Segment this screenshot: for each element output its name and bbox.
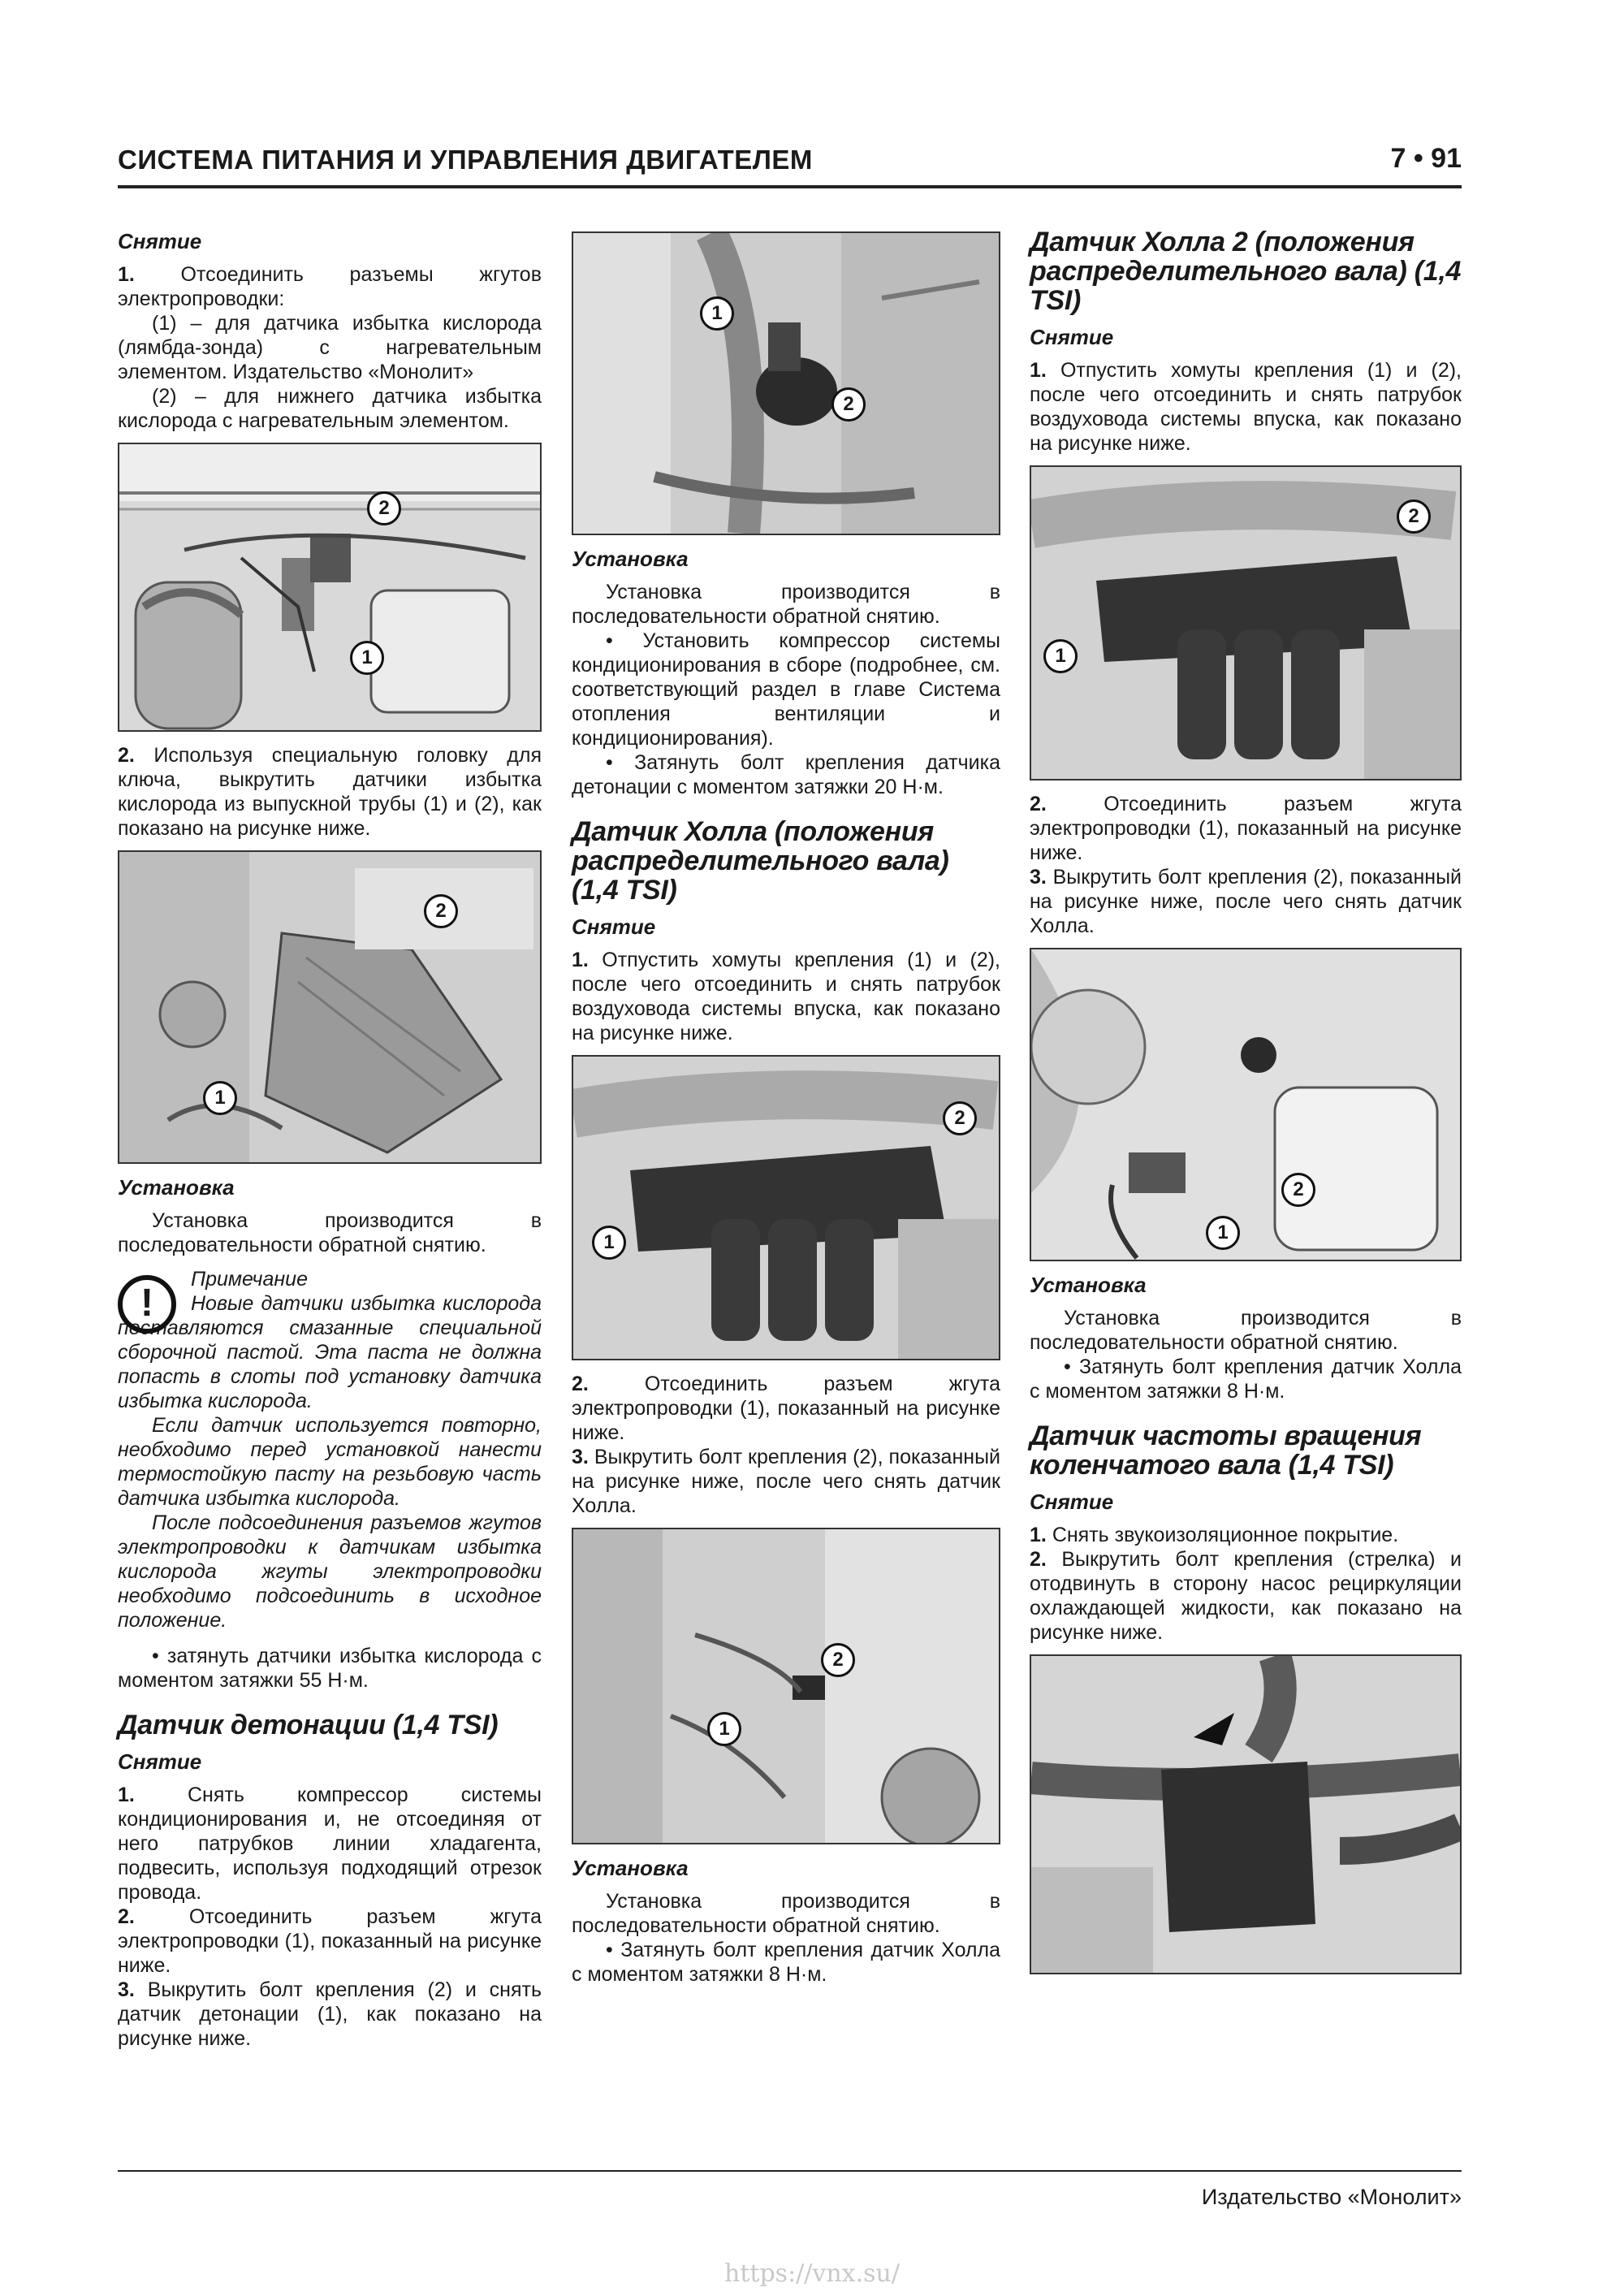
hall-sensor-photo — [573, 1529, 999, 1843]
air-duct-photo-2 — [1031, 467, 1460, 779]
hall-sensor-photo-2 — [1031, 949, 1460, 1260]
figure-hall-sensor — [572, 1528, 1000, 1844]
header-rule — [118, 185, 1462, 188]
callout-2: 2 — [831, 387, 866, 422]
step-number: 1. — [118, 263, 135, 286]
callout-2: 2 — [1281, 1173, 1315, 1207]
callout-2: 2 — [821, 1643, 855, 1677]
heading-knock-sensor: Датчик детонации (1,4 TSI) — [118, 1710, 499, 1740]
callout-1: 1 — [203, 1081, 237, 1115]
step-1: 1. Отсоединить разъемы жгутов электропроводки: — [118, 263, 542, 310]
engine-photo — [119, 444, 540, 730]
exhaust-photo — [119, 852, 540, 1162]
column-2 — [572, 231, 1000, 1987]
install-text: Установка производится в последовательности обратной снятию. — [1030, 1307, 1462, 1354]
callout-1: 1 — [700, 296, 734, 331]
section-title: СИСТЕМА ПИТАНИЯ И УПРАВЛЕНИЯ ДВИГАТЕЛЕМ — [118, 145, 813, 175]
callout-2: 2 — [943, 1101, 977, 1135]
callout-2: 2 — [1397, 499, 1431, 534]
callout-1: 1 — [592, 1226, 626, 1260]
knock-step-3: 3. Выкрутить болт крепления (2) и снять датчик детонации (1), как показано на рисунке ниже. — [118, 1978, 542, 2050]
knock-step-2: 2. Отсоединить разъем жгута электропроводки (1), показанный на рисунке ниже. — [118, 1905, 542, 1977]
callout-1: 1 — [1043, 639, 1078, 673]
hall-step-2: 2. Отсоединить разъем жгута электропроводки (1), показанный на рисунке ниже. — [572, 1373, 1000, 1444]
subheading-removal: Снятие — [118, 1749, 202, 1774]
figure-coolant-pump — [1030, 1654, 1462, 1974]
step-1b: (2) – для нижнего датчика избытка кислорода с нагревательным элементом. — [118, 385, 542, 432]
footer-rule — [118, 2170, 1462, 2172]
subheading-removal: Снятие — [1030, 325, 1114, 349]
subheading-installation: Установка — [572, 1856, 689, 1880]
warning-icon: ! — [118, 1275, 176, 1334]
heading-hall-sensor: Датчик Холла (положения распределительного вала) (1,4 TSI) — [572, 816, 949, 906]
subheading-removal: Снятие — [118, 229, 202, 253]
install-bullet: • Затянуть болт крепления датчик Холла с моментом затяжки 8 Н·м. — [1030, 1356, 1462, 1403]
figure-oxygen-sensor-connectors — [118, 443, 542, 732]
install-bullet-2: • Затянуть болт крепления датчика детонации с моментом затяжки 20 Н·м. — [572, 751, 1000, 798]
callout-1: 1 — [350, 641, 384, 675]
hall-step-1: 1. Отпустить хомуты крепления (1) и (2), после чего отсоединить и снять патрубок воздуховода системы впуска, как показано на рисунке ниже. — [572, 949, 1000, 1044]
air-duct-photo — [573, 1057, 999, 1359]
coolant-pump-photo — [1031, 1656, 1460, 1973]
hall2-step-3: 3. Выкрутить болт крепления (2), показанный на рисунке ниже, после чего снять датчик Холла. — [1030, 866, 1462, 937]
crank-step-2: 2. Выкрутить болт крепления (стрелка) и отодвинуть в сторону насос рециркуляции охлаждающей жидкости, как показано на рисунке ниже. — [1030, 1548, 1462, 1644]
callout-2: 2 — [424, 894, 458, 928]
heading-hall-sensor-2: Датчик Холла 2 (положения распределительного вала) (1,4 TSI) — [1030, 227, 1462, 316]
column-1 — [118, 219, 542, 2051]
knock-sensor-photo — [573, 233, 999, 534]
hall2-step-2: 2. Отсоединить разъем жгута электропроводки (1), показанный на рисунке ниже. — [1030, 793, 1462, 864]
note-block — [118, 1267, 542, 1632]
install-bullet-1: • Установить компрессор системы кондиционирования в сборе (подробнее, см. соответствующий раздел в главе Система отопления вентиляции и кондиционирования). — [572, 629, 1001, 750]
figure-oxygen-sensors-exhaust — [118, 850, 542, 1164]
figure-air-duct-2 — [1030, 465, 1462, 780]
subheading-installation: Установка — [572, 547, 689, 571]
install-text: Установка производится в последовательности обратной снятию. — [572, 1890, 1000, 1937]
step-2: 2. Используя специальную головку для ключа, выкрутить датчики избытка кислорода из выпускной трубы (1) и (2), как показано на рисунке ниже. — [118, 744, 542, 840]
note-para-2: Если датчик используется повторно, необходимо перед установкой нанести термостойкую пасту на резьбовую часть датчика избытка кислорода. — [118, 1414, 542, 1510]
install-bullet: • Затянуть болт крепления датчик Холла с моментом затяжки 8 Н·м. — [572, 1939, 1000, 1986]
install-text: Установка производится в последовательности обратной снятию. — [572, 581, 1000, 628]
page-number: 7 • 91 — [1390, 143, 1462, 174]
callout-1: 1 — [707, 1712, 741, 1746]
callout-2: 2 — [367, 491, 401, 525]
note-title: Примечание — [191, 1268, 308, 1291]
crank-step-1: 1. Снять звукоизоляционное покрытие. — [1030, 1524, 1399, 1546]
torque-bullet: • затянуть датчики избытка кислорода с моментом затяжки 55 Н·м. — [118, 1645, 542, 1692]
step-1a: (1) – для датчика избытка кислорода (лямбда-зонда) с нагревательным элементом. Издательство «Монолит» — [118, 312, 542, 383]
figure-knock-sensor — [572, 231, 1000, 535]
subheading-installation: Установка — [1030, 1273, 1147, 1297]
subheading-removal: Снятие — [1030, 1490, 1114, 1514]
subheading-installation: Установка — [118, 1175, 235, 1200]
install-text: Установка производится в последовательности обратной снятию. — [118, 1209, 542, 1256]
figure-air-duct — [572, 1055, 1000, 1360]
hall2-step-1: 1. Отпустить хомуты крепления (1) и (2), после чего отсоединить и снять патрубок воздуховода системы впуска, как показано на рисунке ниже. — [1030, 359, 1462, 455]
note-para-1: Новые датчики избытка кислорода поставляются смазанные специальной сборочной пастой. Эта паста не должна попасть в слоты под установку датчика избытка кислорода. — [118, 1292, 542, 1412]
page-header — [118, 138, 1462, 187]
column-3 — [1030, 219, 1462, 1986]
watermark-url: https://vnx.su/ — [724, 2259, 900, 2288]
knock-step-1: 1. Снять компрессор системы кондиционирования и, не отсоединяя от него патрубков линии хладагента, подвесить, используя подходящий отрезок провода. — [118, 1784, 542, 1904]
publisher: Издательство «Монолит» — [1201, 2185, 1462, 2209]
heading-crankshaft-sensor: Датчик частоты вращения коленчатого вала (1,4 TSI) — [1030, 1420, 1422, 1481]
callout-1: 1 — [1206, 1216, 1240, 1250]
hall-step-3: 3. Выкрутить болт крепления (2), показанный на рисунке ниже, после чего снять датчик Холла. — [572, 1446, 1000, 1517]
subheading-removal: Снятие — [572, 915, 656, 939]
note-para-3: После подсоединения разъемов жгутов электропроводки к датчикам избытка кислорода жгуты электропроводки необходимо подсоединить в исходное положение. — [118, 1511, 542, 1632]
figure-hall-sensor-2 — [1030, 948, 1462, 1261]
